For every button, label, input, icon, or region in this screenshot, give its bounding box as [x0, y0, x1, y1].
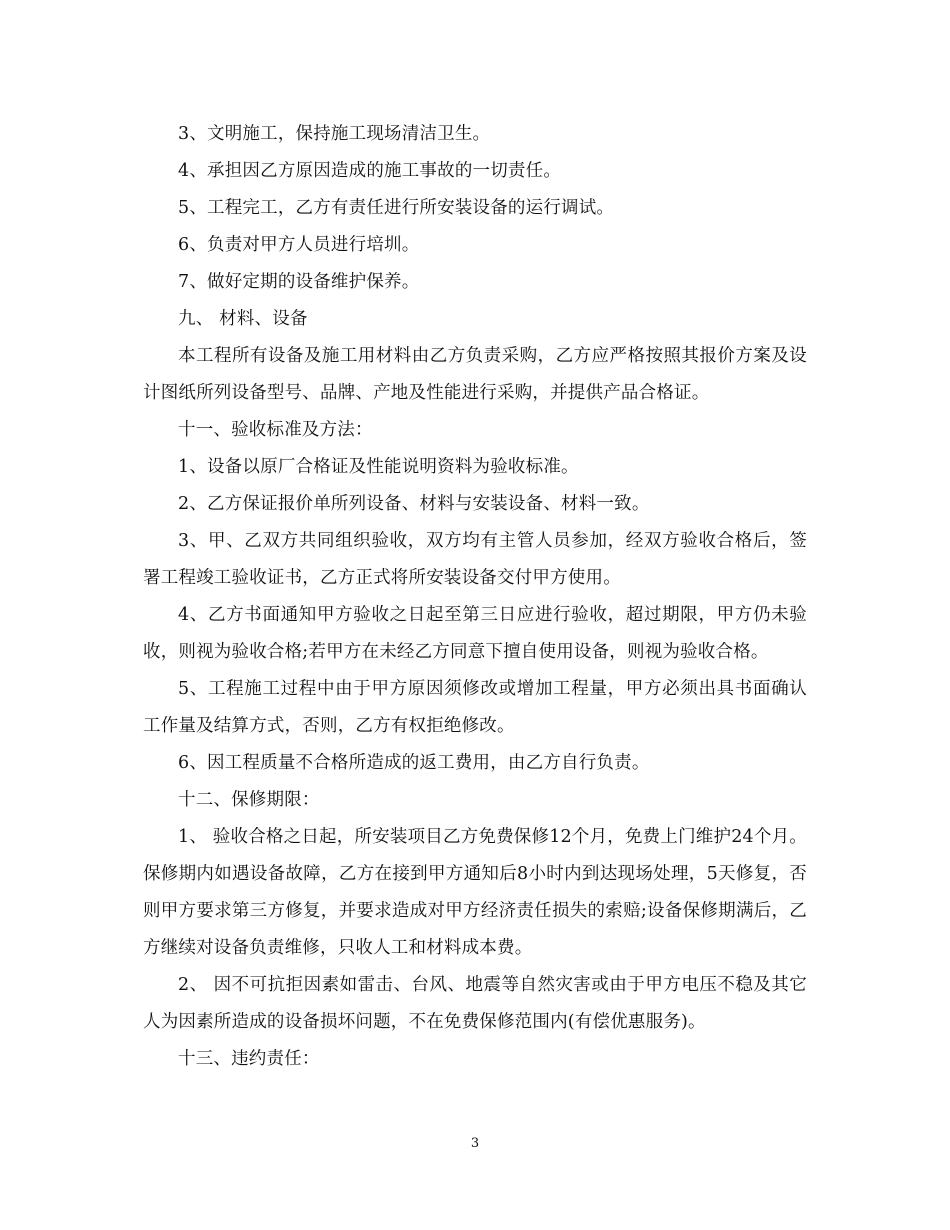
paragraph-acceptance-6: 6、因工程质量不合格所造成的返工费用，由乙方自行负责。 — [178, 753, 650, 773]
paragraph-materials: 本工程所有设备及施工用材料由乙方负责采购，乙方应严格按照其报价方案及设计图纸所列设备型号、品牌、产地及性能进行采购，并提供产品合格证。 — [143, 346, 807, 403]
paragraph-acceptance-2: 2、乙方保证报价单所列设备、材料与安装设备、材料一致。 — [178, 494, 650, 514]
paragraph-acceptance-4: 4、乙方书面通知甲方验收之日起至第三日应进行验收，超过期限，甲方仍未验收，则视为验收合格;若甲方在未经乙方同意下擅自使用设备，则视为验收合格。 — [143, 605, 807, 662]
paragraph-acceptance-3: 3、甲、乙双方共同组织验收，双方均有主管人员参加，经双方验收合格后，签署工程竣工验收证书，乙方正式将所安装设备交付甲方使用。 — [143, 531, 807, 588]
section-heading-acceptance: 十一、验收标准及方法： — [178, 420, 373, 440]
paragraph-warranty-1: 1、 验收合格之日起，所安装项目乙方免费保修12个月，免费上门维护24个月。保修期内如遇设备故障，乙方在接到甲方通知后8小时内到达现场处理，5天修复，否则甲方要求第三方修复，并要求造成对甲方经济责任损失的索赔;设备保修期满后，乙方继续对设备负责维修，只收人工和材料成本费。 — [143, 827, 807, 958]
paragraph-5: 7、做好定期的设备维护保养。 — [178, 272, 420, 292]
document-body — [143, 116, 807, 1078]
paragraph-2: 4、承担因乙方原因造成的施工事故的一切责任。 — [178, 161, 562, 181]
section-heading-materials: 九、 材料、设备 — [178, 309, 308, 329]
paragraph-warranty-2: 2、 因不可抗拒因素如雷击、台风、地震等自然灾害或由于甲方电压不稳及其它人为因素所造成的设备损坏问题，不在免费保修范围内(有偿优惠服务)。 — [143, 975, 807, 1032]
page-number: 3 — [470, 1136, 480, 1151]
paragraph-3: 5、工程完工，乙方有责任进行所安装设备的运行调试。 — [178, 198, 615, 218]
section-heading-liability: 十三、违约责任： — [178, 1049, 320, 1069]
paragraph-acceptance-1: 1、设备以原厂合格证及性能说明资料为验收标准。 — [178, 457, 579, 477]
paragraph-1: 3、文明施工，保持施工现场清洁卫生。 — [178, 124, 491, 144]
section-heading-warranty: 十二、保修期限： — [178, 790, 320, 810]
paragraph-4: 6、负责对甲方人员进行培圳。 — [178, 235, 420, 255]
paragraph-acceptance-5: 5、工程施工过程中由于甲方原因须修改或增加工程量，甲方必须出具书面确认工作量及结算方式，否则，乙方有权拒绝修改。 — [143, 679, 807, 736]
